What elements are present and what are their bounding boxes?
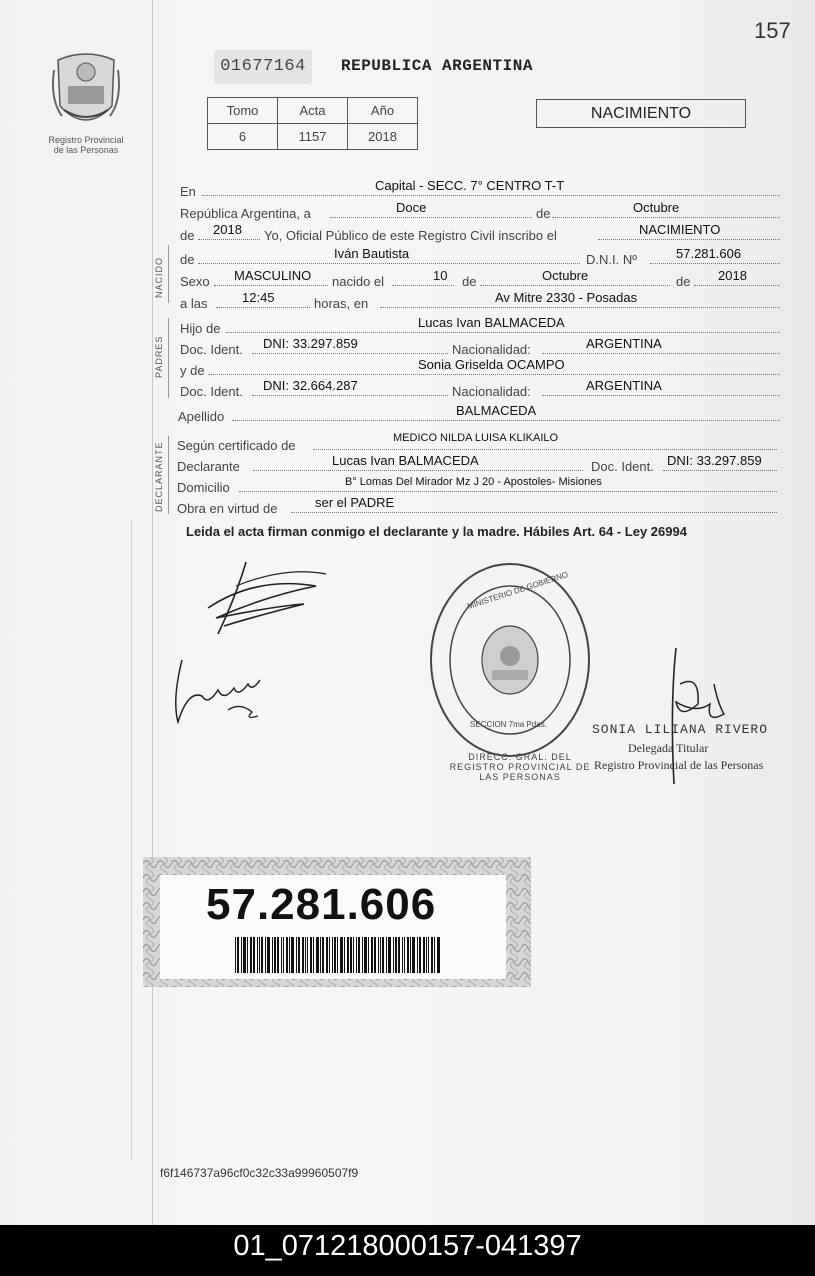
barcode-bar [344, 937, 345, 973]
barcode-bar [274, 937, 276, 973]
barcode-bar [368, 937, 369, 973]
barcode-bar [350, 937, 352, 973]
barcode-bar [277, 937, 279, 973]
label-segun: Según certificado de [177, 438, 296, 453]
barcode-bar [374, 937, 376, 973]
dotted-line [208, 374, 780, 375]
dotted-line [380, 307, 780, 308]
barcode-bar [371, 937, 373, 973]
value-lugar-nac: Av Mitre 2330 - Posadas [495, 290, 638, 305]
barcode-bar [243, 937, 246, 973]
value-nac-mes: Octubre [542, 268, 589, 283]
label-de-name: de [180, 252, 195, 267]
value-nac-anio: 2018 [718, 268, 747, 283]
agency-line2: de las Personas [53, 145, 119, 155]
barcode-bar [347, 937, 349, 973]
barcode-bar [247, 937, 248, 973]
label-de-mes: de [462, 274, 477, 289]
annotation-note: Leida el acta firman conmigo el declarante y la madre. Hábiles Art. 64 - Ley 26994 [186, 524, 687, 539]
barcode-bar [340, 937, 343, 973]
record-type-box: NACIMIENTO [536, 99, 746, 128]
barcode-bar [296, 937, 297, 973]
table-header-anio: Año [348, 98, 418, 124]
officer-office: Registro Provincial de las Personas [594, 758, 764, 772]
side-label-padres: PADRES [154, 335, 164, 378]
barcode-bar [250, 937, 252, 973]
table-header-tomo: Tomo [208, 98, 278, 124]
dotted-line [239, 491, 777, 492]
barcode-bar [326, 937, 328, 973]
dotted-line [313, 449, 777, 450]
label-a-las: a las [180, 296, 208, 311]
dotted-line [226, 332, 780, 333]
seal-bottom-text: SECCION 7ma Pdas. [470, 720, 547, 729]
footer-file-id: 01_071218000157-041397 [0, 1225, 815, 1276]
table-value-anio: 2018 [348, 124, 418, 150]
row-certificado [177, 434, 777, 452]
dotted-line [232, 420, 780, 421]
row-padre [180, 317, 780, 335]
barcode-bar [428, 937, 429, 973]
label-nacido-el: nacido el [332, 274, 385, 289]
label-doc-ident2: Doc. Ident. [180, 384, 243, 399]
barcode-number: 57.281.606 [206, 880, 437, 929]
value-madre-nac: ARGENTINA [586, 378, 662, 393]
value-sexo: MASCULINO [234, 268, 312, 283]
label-de-anio: de [676, 274, 691, 289]
barcode-bar [310, 937, 312, 973]
barcode-bar [329, 937, 330, 973]
barcode-bar [431, 937, 433, 973]
row-inscribo [180, 224, 780, 242]
seal-outer-text: DIRECC. GRAL. DEL REGISTRO PROVINCIAL DE LAS PERSONAS [449, 752, 591, 782]
barcode-bar [402, 937, 403, 973]
barcode-bar [386, 937, 387, 973]
barcode-bar [261, 937, 263, 973]
row-apellido [178, 405, 780, 423]
barcode-bar [241, 937, 242, 973]
barcode-bar [237, 937, 239, 973]
agency-line1: Registro Provincial [48, 135, 124, 145]
value-mes: Octubre [633, 200, 680, 215]
section-rule-nacido [168, 245, 169, 303]
officer-name: SONIA LILIANA RIVERO [592, 722, 769, 737]
dotted-line [291, 512, 777, 513]
value-padre-doc: DNI: 33.297.859 [263, 336, 358, 351]
barcode-bar [334, 937, 336, 973]
label-en: En [180, 184, 196, 199]
dotted-line [542, 353, 780, 354]
barcode-bar [322, 937, 324, 973]
label-de2: de [180, 228, 195, 243]
barcode-bar [307, 937, 308, 973]
binding-line [131, 520, 132, 1160]
row-fecha [180, 202, 780, 220]
value-apellido: BALMACEDA [456, 403, 537, 418]
barcode-bar [378, 937, 379, 973]
value-declarante-doc: DNI: 33.297.859 [667, 453, 762, 468]
section-rule-declarante [168, 436, 169, 514]
row-domicilio [177, 476, 777, 494]
label-nacionalidad2: Nacionalidad: [452, 384, 531, 399]
agency-name [31, 135, 141, 155]
label-republica: República Argentina, a [180, 206, 311, 221]
row-declarante [177, 455, 777, 473]
value-nombre: Iván Bautista [334, 246, 410, 261]
barcode-bar [395, 937, 397, 973]
table-header-acta: Acta [278, 98, 348, 124]
barcode-bar [407, 937, 409, 973]
row-madre-doc [180, 380, 780, 398]
barcode-bar [362, 937, 363, 973]
barcode-bar [320, 937, 321, 973]
barcode-bar [417, 937, 418, 973]
barcode-bar [272, 937, 273, 973]
value-domicilio: B° Lomas Del Mirador Mz J 20 - Apostoles- Misiones [345, 476, 602, 488]
row-en [180, 180, 780, 198]
value-anio: 2018 [213, 222, 242, 237]
side-label-nacido: NACIDO [154, 256, 164, 298]
row-obra [177, 497, 777, 515]
value-madre-doc: DNI: 32.664.287 [263, 378, 358, 393]
dotted-line [552, 217, 780, 218]
table-value-tomo: 6 [208, 124, 278, 150]
serial-number: 01677164 [214, 50, 312, 84]
barcode-bar [267, 937, 270, 973]
side-label-declarante: DECLARANTE [154, 441, 164, 512]
section-rule-padres [168, 318, 169, 398]
value-padre: Lucas Ivan BALMACEDA [418, 315, 565, 330]
barcode-bar [257, 937, 258, 973]
barcode-bar [393, 937, 394, 973]
dotted-line [663, 470, 777, 471]
value-obra: ser el PADRE [315, 495, 395, 510]
barcode-bar [289, 937, 290, 973]
value-certificado: MEDICO NILDA LUISA KLIKAILO [393, 432, 559, 444]
barcode-bar [353, 937, 354, 973]
dotted-line [598, 239, 780, 240]
barcode-bar [283, 937, 284, 973]
barcode-bar [412, 937, 415, 973]
value-madre: Sonia Griselda OCAMPO [418, 357, 565, 372]
barcode-bar [364, 937, 367, 973]
dotted-line [650, 263, 780, 264]
barcode-bar [388, 937, 391, 973]
dotted-line [202, 195, 780, 196]
value-hora: 12:45 [242, 290, 275, 305]
label-sexo: Sexo [180, 274, 210, 289]
barcode-bar [281, 937, 282, 973]
barcode-bar [313, 937, 314, 973]
barcode-bar [259, 937, 260, 973]
barcode-bar [302, 937, 304, 973]
barcode-bar [423, 937, 425, 973]
barcode-bar [305, 937, 306, 973]
dotted-line [694, 285, 780, 286]
barcode-bar [235, 937, 236, 973]
dotted-line [216, 307, 310, 308]
barcode-bar [337, 937, 338, 973]
barcode-bar [291, 937, 294, 973]
barcode-bar [356, 937, 357, 973]
barcode-bar [426, 937, 427, 973]
barcode-bar [382, 937, 384, 973]
document-hash: f6f146737a96cf0c32c33a99960507f9 [160, 1166, 359, 1180]
row-sexo [180, 270, 780, 288]
dotted-line [330, 217, 532, 218]
dotted-line [392, 285, 454, 286]
barcode-bar [265, 937, 266, 973]
row-hora [180, 292, 780, 310]
barcode-bar [286, 937, 288, 973]
label-domicilio: Domicilio [177, 480, 230, 495]
mother-signature [168, 650, 268, 730]
barcode-bar [298, 937, 300, 973]
label-obra: Obra en virtud de [177, 501, 278, 516]
table-value-acta: 1157 [278, 124, 348, 150]
value-dni: 57.281.606 [676, 246, 742, 261]
page-number: 157 [754, 18, 791, 43]
dotted-line [542, 395, 780, 396]
page-fold-line [152, 0, 153, 1225]
value-lugar: Capital - SECC. 7° CENTRO T-T [375, 178, 565, 193]
label-hijo-de: Hijo de [180, 321, 221, 336]
label-horas-en: horas, en [314, 296, 369, 311]
label-declarante: Declarante [177, 459, 240, 474]
value-nac-dia: 10 [433, 268, 448, 283]
barcode-bar [398, 937, 400, 973]
dotted-line [480, 285, 670, 286]
value-dia: Doce [396, 200, 427, 215]
barcode-bar [434, 937, 435, 973]
barcode-bar [358, 937, 360, 973]
label-doc-ident: Doc. Ident. [180, 342, 243, 357]
dotted-line [252, 395, 448, 396]
row-madre [180, 359, 780, 377]
barcode-bar [437, 937, 440, 973]
dotted-line [253, 470, 583, 471]
dotted-line [198, 263, 580, 264]
declarant-signature [196, 556, 336, 642]
label-de: de [536, 206, 551, 221]
label-doc-ident3: Doc. Ident. [591, 459, 654, 474]
dotted-line [252, 353, 448, 354]
barcode-bar [419, 937, 421, 973]
row-padre-doc [180, 338, 780, 356]
tomo-acta-table [207, 97, 418, 150]
row-nombre [180, 248, 780, 266]
label-apellido: Apellido [178, 409, 225, 424]
country-title: REPUBLICA ARGENTINA [341, 57, 533, 75]
value-tipo: NACIMIENTO [639, 222, 721, 237]
label-nacionalidad: Nacionalidad: [452, 342, 531, 357]
barcode-bar [253, 937, 255, 973]
dotted-line [214, 285, 328, 286]
value-padre-nac: ARGENTINA [586, 336, 662, 351]
barcode-bar [404, 937, 405, 973]
barcode-bar [410, 937, 411, 973]
label-yo: Yo, Oficial Público de este Registro Civil inscribo el [264, 228, 557, 243]
label-dni: D.N.I. Nº [586, 252, 637, 267]
provincial-crest-icon [50, 50, 122, 134]
value-declarante: Lucas Ivan BALMACEDA [332, 453, 479, 468]
label-y-de: y de [180, 363, 205, 378]
barcode-bar [316, 937, 319, 973]
barcode-bar [380, 937, 381, 973]
officer-title: Delegada Titular [628, 741, 709, 755]
dotted-line [198, 239, 260, 240]
barcode-bar [332, 937, 333, 973]
seal-inner-text: MINISTERIO DE GOBIERNO [466, 569, 570, 612]
